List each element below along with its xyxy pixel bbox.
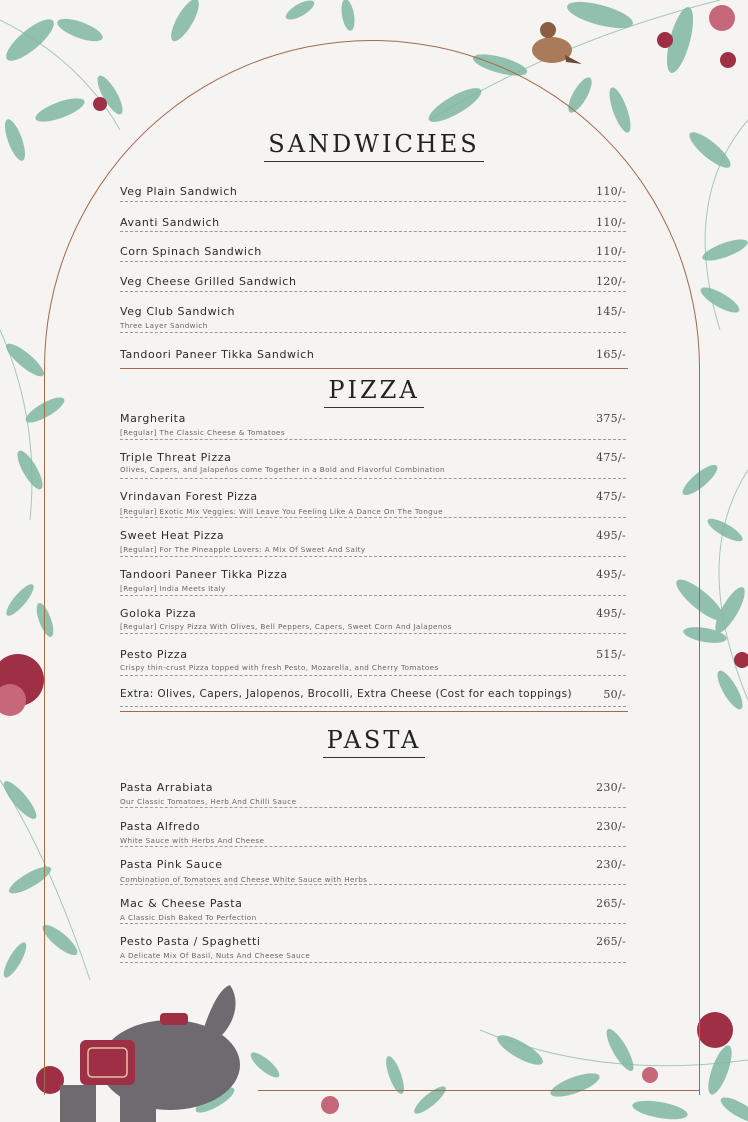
menu-item <box>120 935 626 963</box>
item-price: 110/- <box>596 185 626 198</box>
item-description: [Regular] Crispy Pizza With Olives, Bell Peppers, Capers, Sweet Corn And Jalapenos <box>120 622 452 631</box>
item-price: 110/- <box>596 245 626 258</box>
menu-item <box>120 820 626 847</box>
item-price: 50/- <box>603 688 626 701</box>
section-divider <box>120 711 628 712</box>
menu-item <box>120 412 626 440</box>
item-description: Three Layer Sandwich <box>120 321 208 330</box>
item-price: 495/- <box>596 607 626 620</box>
item-description: [Regular] India Meets Italy <box>120 584 226 593</box>
item-description: White Sauce with Herbs And Cheese <box>120 836 265 845</box>
item-description: [Regular] For The Pineapple Lovers: A Mix Of Sweet And Salty <box>120 545 366 554</box>
item-price: 230/- <box>596 858 626 871</box>
item-name: Mac & Cheese Pasta <box>120 897 243 910</box>
item-name: Pasta Arrabiata <box>120 781 214 794</box>
item-price: 375/- <box>596 412 626 425</box>
item-name: Corn Spinach Sandwich <box>120 245 262 258</box>
item-name: Tandoori Paneer Tikka Pizza <box>120 568 288 581</box>
menu-item <box>120 490 626 518</box>
menu-item <box>120 781 626 808</box>
item-name: Pasta Pink Sauce <box>120 858 223 871</box>
menu-item <box>120 858 626 885</box>
section-title-pizza: PIZZA <box>120 376 628 408</box>
item-name: Sweet Heat Pizza <box>120 529 225 542</box>
item-description: A Classic Dish Baked To Perfection <box>120 913 257 922</box>
menu-item <box>120 607 626 634</box>
item-price: 230/- <box>596 820 626 833</box>
item-description: [Regular] Exotic Mix Veggies: Will Leave You Feeling Like A Dance On The Tongue <box>120 507 443 516</box>
item-description: Crispy thin-crust Pizza topped with fresh Pesto, Mozarella, and Cherry Tomatoes <box>120 663 439 672</box>
menu-item <box>120 185 626 202</box>
item-price: 475/- <box>596 451 626 464</box>
item-price: 230/- <box>596 781 626 794</box>
bird-icon <box>532 22 582 64</box>
item-name: Tandoori Paneer Tikka Sandwich <box>120 348 315 361</box>
item-price: 515/- <box>596 648 626 661</box>
menu-item <box>120 348 626 362</box>
section-title-sandwiches: SANDWICHES <box>120 130 628 162</box>
item-description: Olives, Capers, and Jalapeños come Together in a Bold and Flavorful Combination <box>120 465 445 474</box>
item-name: Extra: Olives, Capers, Jalopenos, Brocolli, Extra Cheese (Cost for each toppings) <box>120 688 572 700</box>
menu-item <box>120 451 626 479</box>
menu-item <box>120 897 626 924</box>
menu-item <box>120 245 626 262</box>
menu-item <box>120 275 626 292</box>
menu-item <box>120 688 626 707</box>
item-name: Veg Club Sandwich <box>120 305 236 318</box>
item-description: Our Classic Tomatoes, Herb And Chilli Sauce <box>120 797 297 806</box>
item-name: Vrindavan Forest Pizza <box>120 490 258 503</box>
item-name: Veg Cheese Grilled Sandwich <box>120 275 297 288</box>
frame-bottom-line <box>258 1090 700 1091</box>
menu-item <box>120 568 626 596</box>
item-name: Goloka Pizza <box>120 607 197 620</box>
menu-item <box>120 648 626 676</box>
item-description: A Delicate Mix Of Basil, Nuts And Cheese Sauce <box>120 951 311 960</box>
item-price: 475/- <box>596 490 626 503</box>
item-price: 145/- <box>596 305 626 318</box>
item-name: Margherita <box>120 412 186 425</box>
item-description: Combination of Tomatoes and Cheese White Sauce with Herbs <box>120 875 368 884</box>
item-price: 120/- <box>596 275 626 288</box>
item-price: 265/- <box>596 935 626 948</box>
menu-item <box>120 216 626 232</box>
menu-item <box>120 529 626 557</box>
item-name: Avanti Sandwich <box>120 216 220 229</box>
item-price: 165/- <box>596 348 626 361</box>
item-price: 265/- <box>596 897 626 910</box>
section-divider <box>120 368 628 369</box>
item-name: Pesto Pizza <box>120 648 188 661</box>
menu-item <box>120 305 626 333</box>
item-name: Triple Threat Pizza <box>120 451 232 464</box>
item-description: [Regular] The Classic Cheese & Tomatoes <box>120 428 285 437</box>
item-price: 495/- <box>596 529 626 542</box>
item-name: Pasta Alfredo <box>120 820 201 833</box>
item-price: 110/- <box>596 216 626 229</box>
item-price: 495/- <box>596 568 626 581</box>
item-name: Pesto Pasta / Spaghetti <box>120 935 261 948</box>
section-title-pasta: PASTA <box>120 726 628 758</box>
item-name: Veg Plain Sandwich <box>120 185 238 198</box>
